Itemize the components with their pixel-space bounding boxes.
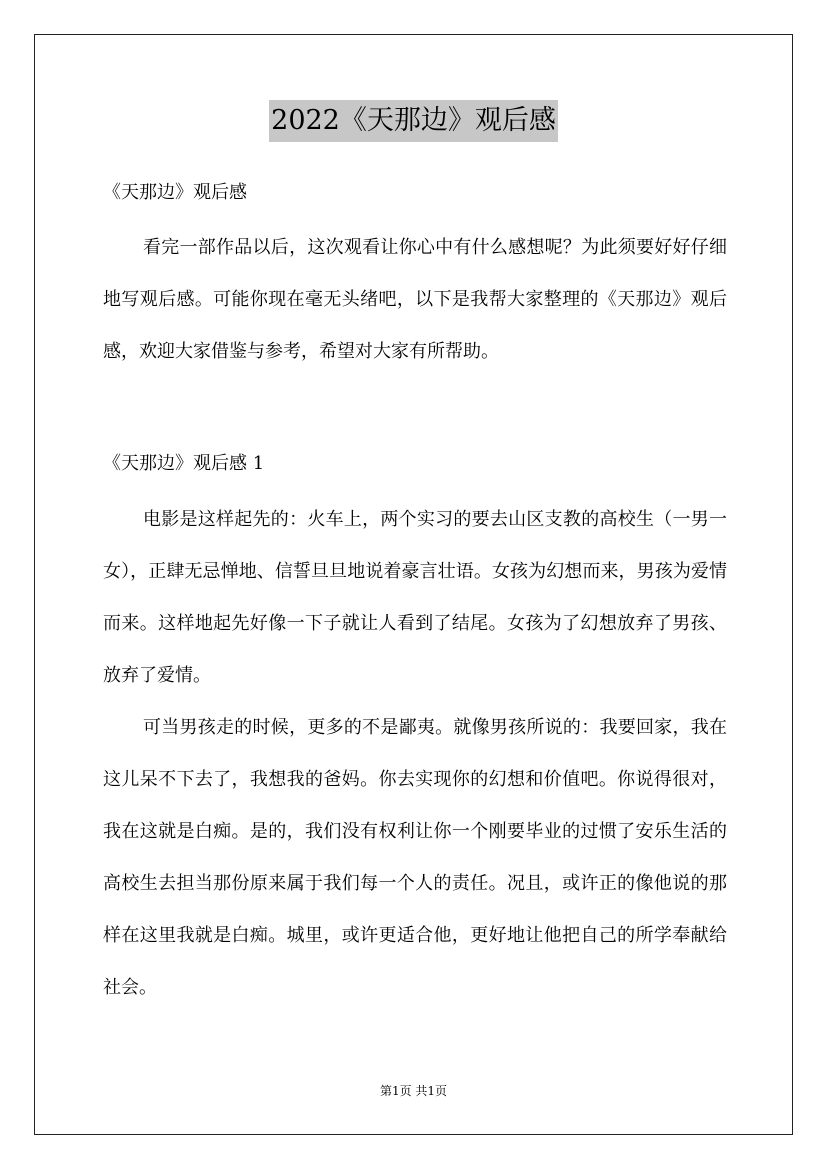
intro-paragraph: 看完一部作品以后，这次观看让你心中有什么感想呢？为此须要好好仔细地写观后感。可能你现在毫无头绪吧，以下是我帮大家整理的《天那边》观后感，欢迎大家借鉴与参考，希望对大家有所帮助。: [103, 237, 727, 362]
section1-paragraph-1: 电影是这样起先的：火车上，两个实习的要去山区支教的高校生（一男一女），正肆无忌惮地、信誓旦旦地说着豪言壮语。女孩为幻想而来，男孩为爱情而来。这样地起先好像一下子就让人看到了结尾。女孩为了幻想放弃了男孩、放弃了爱情。: [103, 509, 727, 686]
document-title: 2022《天那边》观后感: [269, 100, 558, 142]
section1-heading: 《天那边》观后感 1: [103, 453, 265, 474]
page-footer: 第1页 共1页: [379, 1084, 448, 1098]
title-container: [0, 100, 827, 142]
intro-heading: 《天那边》观后感: [103, 182, 247, 203]
section1-paragraph-2: 可当男孩走的时候，更多的不是鄙夷。就像男孩所说的：我要回家，我在这儿呆不下去了，我想我的爸妈。你去实现你的幻想和价值吧。你说得很对，我在这就是白痴。是的，我们没有权利让你一个刚要毕业的过惯了安乐生活的高校生去担当那份原来属于我们每一个人的责任。况且，或许正的像他说的那样在这里我就是白痴。城里，或许更适合他，更好地让他把自己的所学奉献给社会。: [103, 717, 727, 998]
